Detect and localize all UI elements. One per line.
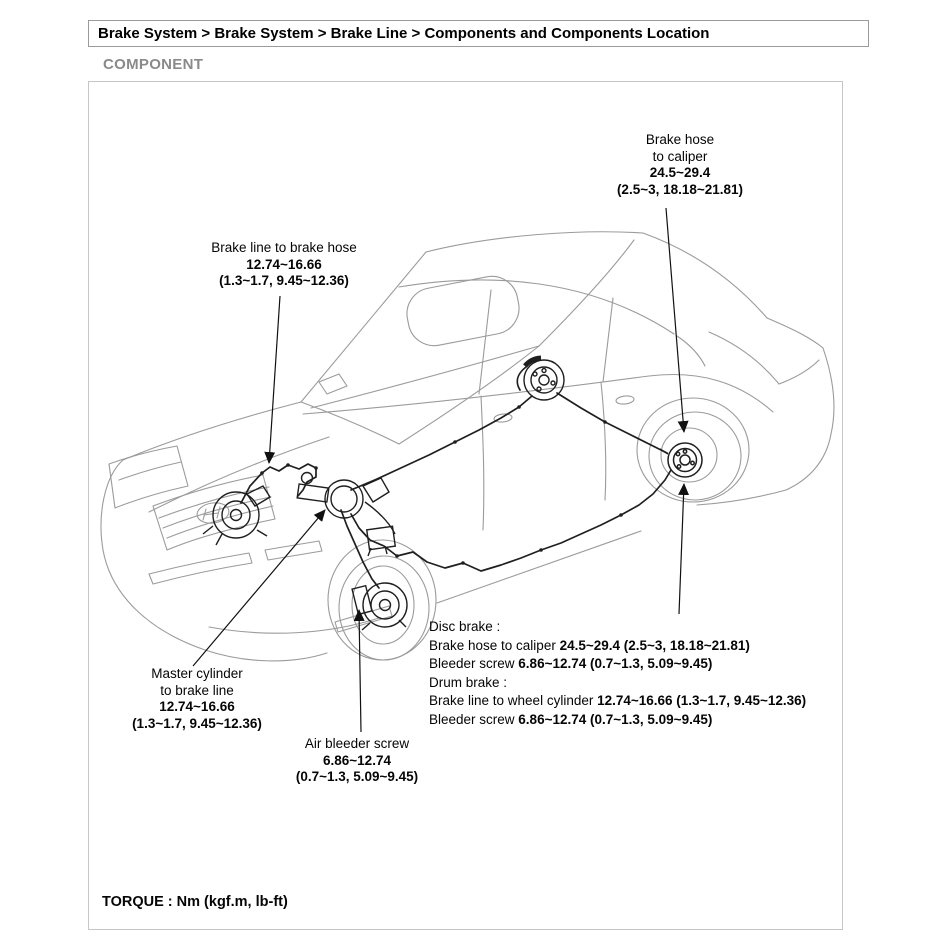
spec-value: 12.74~16.66 (1.3~1.7, 9.45~12.36)	[597, 693, 807, 709]
page-title: COMPONENT	[103, 56, 204, 73]
spec-label: Brake line to wheel cylinder	[429, 693, 598, 709]
brake-lines	[241, 367, 671, 588]
callout-brake-hose-to-caliper	[590, 132, 770, 198]
spec-row	[429, 618, 806, 637]
callout-line: Master cylinder	[151, 666, 243, 681]
callout-torque: 12.74~16.66	[159, 699, 235, 714]
spec-row	[429, 674, 806, 693]
callout-line: Brake hose	[645, 132, 715, 147]
spec-row	[429, 655, 806, 674]
callout-master-cylinder-to-brake-line	[112, 666, 282, 732]
callout-torque-alt: (0.7~1.3, 5.09~9.45)	[295, 769, 419, 784]
callout-torque-alt: (2.5~3, 18.18~21.81)	[616, 181, 744, 197]
callout-torque-alt: (1.3~1.7, 9.45~12.36)	[132, 715, 262, 731]
spec-row	[429, 711, 806, 730]
spec-label: Brake hose to caliper	[429, 637, 560, 653]
spec-label: Bleeder screw	[429, 711, 519, 727]
callout-brake-line-to-brake-hose	[189, 240, 379, 290]
spec-label: Drum brake :	[429, 674, 508, 690]
master-cylinder-assembly	[297, 473, 395, 557]
spec-value: 6.86~12.74 (0.7~1.3, 5.09~9.45)	[518, 656, 713, 672]
callout-line: to brake line	[160, 682, 234, 698]
disc-drum-spec-block	[429, 618, 806, 730]
component-diagram-panel	[88, 81, 843, 930]
spec-label: Bleeder screw	[429, 656, 519, 672]
torque-unit-note: TORQUE : Nm (kgf.m, lb-ft)	[102, 894, 288, 910]
spec-value: 24.5~29.4 (2.5~3, 18.18~21.81)	[559, 637, 750, 653]
spec-row	[429, 637, 806, 656]
spec-label: Disc brake :	[429, 619, 501, 634]
callout-torque: 12.74~16.66	[246, 256, 322, 272]
car-body-outline	[101, 232, 834, 661]
brake-line-clips	[260, 405, 623, 565]
rear-brake-drum	[660, 443, 702, 477]
callout-line: Brake line to brake hose	[211, 240, 357, 255]
breadcrumb: Brake System > Brake System > Brake Line > Components and Components Location	[88, 20, 869, 47]
car-brake-diagram	[89, 82, 842, 929]
callout-line: Air bleeder screw	[304, 736, 410, 751]
rear-brake-disc	[524, 358, 564, 400]
spec-value: 6.86~12.74 (0.7~1.3, 5.09~9.45)	[518, 711, 713, 727]
callout-line: to caliper	[652, 148, 708, 164]
callout-torque-alt: (1.3~1.7, 9.45~12.36)	[219, 273, 349, 288]
callout-air-bleeder-screw	[272, 736, 442, 786]
callout-torque: 6.86~12.74	[323, 752, 391, 768]
spec-row	[429, 692, 806, 711]
callout-torque: 24.5~29.4	[649, 165, 711, 180]
